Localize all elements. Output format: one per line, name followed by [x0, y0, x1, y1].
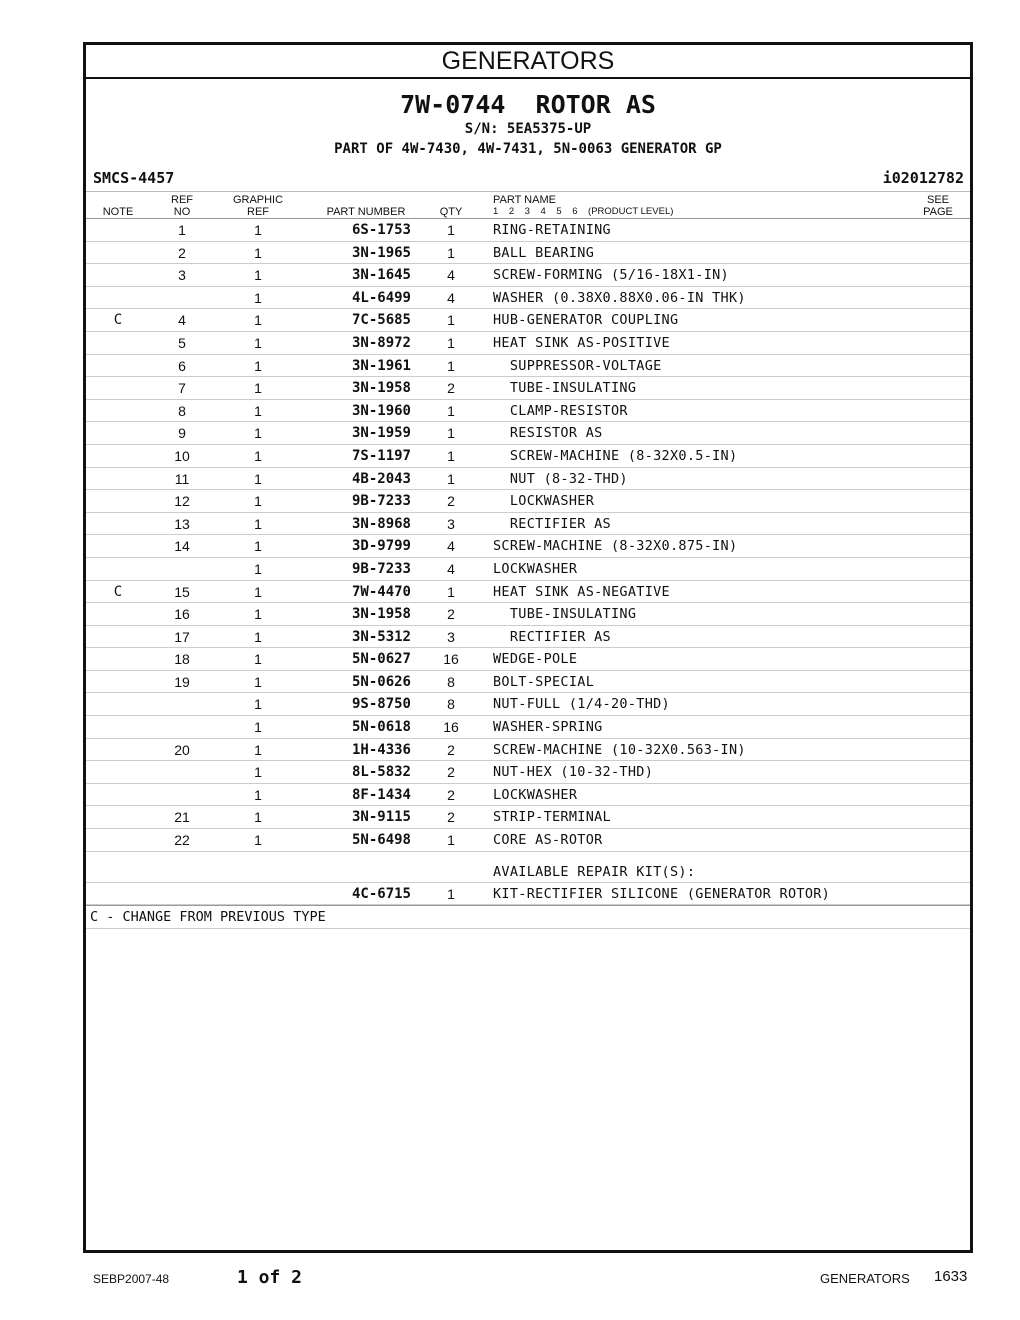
table-row [86, 422, 970, 445]
row-part-name: LOCKWASHER [493, 786, 578, 803]
row-note: C [113, 583, 123, 600]
row-graphic-ref: 1 [254, 357, 262, 374]
row-graphic-ref: 1 [254, 764, 262, 781]
kit-heading-row [86, 852, 970, 883]
row-qty: 1 [447, 312, 455, 329]
row-part-number: 3N-1645 [351, 267, 411, 284]
row-ref-no: 5 [178, 334, 186, 351]
row-part-number: 7C-5685 [351, 312, 411, 329]
row-graphic-ref: 1 [254, 583, 262, 600]
row-part-number: 3N-1958 [351, 606, 411, 623]
row-ref-no: 9 [178, 425, 186, 442]
kit-part-name: KIT-RECTIFIER SILICONE (GENERATOR ROTOR) [493, 885, 831, 902]
row-qty: 4 [447, 560, 455, 577]
table-row [86, 716, 970, 739]
row-part-number: 7W-4470 [351, 583, 411, 600]
table-row [86, 445, 970, 468]
row-qty: 1 [447, 425, 455, 442]
row-graphic-ref: 1 [254, 334, 262, 351]
row-ref-no: 10 [174, 447, 190, 464]
row-graphic-ref: 1 [254, 741, 262, 758]
table-row [86, 648, 970, 671]
assembly-header [86, 79, 970, 169]
smcs-row [86, 169, 970, 191]
row-qty: 1 [447, 402, 455, 419]
row-graphic-ref: 1 [254, 493, 262, 510]
row-ref-no: 8 [178, 402, 186, 419]
row-graphic-ref: 1 [254, 651, 262, 668]
row-qty: 1 [447, 244, 455, 261]
row-part-number: 7S-1197 [351, 447, 411, 464]
row-part-name: RESISTOR AS [493, 425, 603, 442]
kit-qty: 1 [447, 885, 455, 902]
row-graphic-ref: 1 [254, 267, 262, 284]
row-graphic-ref: 1 [254, 832, 262, 849]
table-row [86, 513, 970, 536]
table-row [86, 400, 970, 423]
table-row [86, 784, 970, 807]
row-graphic-ref: 1 [254, 560, 262, 577]
row-ref-no: 11 [174, 470, 190, 487]
row-part-number: 3D-9799 [351, 538, 411, 555]
footer-section: GENERATORS [820, 1271, 910, 1286]
row-qty: 16 [443, 651, 459, 668]
table-row [86, 355, 970, 378]
row-qty: 2 [447, 764, 455, 781]
row-part-name: SCREW-MACHINE (8-32X0.5-IN) [493, 447, 738, 464]
row-part-name: SCREW-MACHINE (8-32X0.875-IN) [493, 538, 738, 555]
row-part-number: 5N-0626 [351, 673, 411, 690]
row-part-name: WEDGE-POLE [493, 651, 578, 668]
table-row [86, 332, 970, 355]
row-part-number: 3N-1960 [351, 402, 411, 419]
table-row [86, 468, 970, 491]
row-part-number: 4B-2043 [351, 470, 411, 487]
row-part-number: 6S-1753 [351, 222, 411, 238]
row-graphic-ref: 1 [254, 696, 262, 713]
row-part-name: SCREW-MACHINE (10-32X0.563-IN) [493, 741, 746, 758]
row-part-name: WASHER (0.38X0.88X0.06-IN THK) [493, 289, 746, 306]
row-graphic-ref: 1 [254, 673, 262, 690]
row-part-name: CLAMP-RESISTOR [493, 402, 628, 419]
row-qty: 4 [447, 267, 455, 284]
row-graphic-ref: 1 [254, 809, 262, 826]
row-graphic-ref: 1 [254, 515, 262, 532]
row-part-number: 9S-8750 [351, 696, 411, 713]
column-header [86, 191, 970, 219]
row-part-name: CORE AS-ROTOR [493, 832, 603, 849]
row-qty: 1 [447, 334, 455, 351]
table-row [86, 287, 970, 310]
footer-doc-id: SEBP2007-48 [93, 1272, 170, 1286]
row-graphic-ref: 1 [254, 289, 262, 306]
row-ref-no: 16 [174, 606, 190, 623]
row-graphic-ref: 1 [254, 606, 262, 623]
row-graphic-ref: 1 [254, 538, 262, 555]
parts-table-body [86, 219, 970, 852]
row-qty: 16 [443, 719, 459, 736]
row-part-name: NUT-FULL (1/4-20-THD) [493, 696, 670, 713]
row-part-number: 3N-1961 [351, 357, 411, 374]
kit-heading: AVAILABLE REPAIR KIT(S): [493, 863, 696, 880]
row-part-number: 3N-5312 [351, 628, 411, 645]
row-ref-no: 20 [174, 741, 190, 758]
parts-list-frame [83, 42, 973, 1253]
table-row [86, 242, 970, 265]
row-part-name: TUBE-INSULATING [493, 606, 637, 623]
row-qty: 1 [447, 357, 455, 374]
col-part-number: PART NUMBER [326, 206, 406, 218]
row-qty: 2 [447, 786, 455, 803]
row-qty: 1 [447, 583, 455, 600]
row-part-name: RECTIFIER AS [493, 628, 611, 645]
row-ref-no: 17 [174, 628, 190, 645]
row-part-number: 4L-6499 [351, 289, 411, 306]
row-part-number: 1H-4336 [351, 741, 411, 758]
table-row [86, 806, 970, 829]
row-ref-no: 12 [174, 493, 190, 510]
col-note: NOTE [102, 206, 134, 218]
table-row [86, 535, 970, 558]
table-row [86, 264, 970, 287]
row-qty: 2 [447, 809, 455, 826]
row-part-name: RECTIFIER AS [493, 515, 611, 532]
row-part-number: 3N-9115 [351, 809, 411, 826]
footer-page-number: 1633 [934, 1268, 968, 1285]
row-qty: 1 [447, 470, 455, 487]
table-row [86, 309, 970, 332]
row-qty: 2 [447, 380, 455, 397]
row-part-number: 8L-5832 [351, 764, 411, 781]
row-part-name: WASHER-SPRING [493, 719, 603, 736]
row-part-number: 9B-7233 [351, 493, 411, 510]
row-graphic-ref: 1 [254, 222, 262, 238]
row-graphic-ref: 1 [254, 380, 262, 397]
row-ref-no: 6 [178, 357, 186, 374]
kit-row [86, 883, 970, 906]
row-ref-no: 19 [174, 673, 190, 690]
row-qty: 1 [447, 832, 455, 849]
row-part-number: 3N-1965 [351, 244, 411, 261]
row-part-number: 3N-1959 [351, 425, 411, 442]
table-row [86, 739, 970, 762]
table-row [86, 693, 970, 716]
row-part-name: SCREW-FORMING (5/16-18X1-IN) [493, 267, 729, 284]
row-part-name: LOCKWASHER [493, 560, 578, 577]
col-ref-no-line2: NO [173, 206, 191, 218]
row-graphic-ref: 1 [254, 786, 262, 803]
row-graphic-ref: 1 [254, 244, 262, 261]
row-graphic-ref: 1 [254, 447, 262, 464]
row-ref-no: 7 [178, 380, 186, 397]
page-footer [0, 1265, 1020, 1295]
row-qty: 2 [447, 741, 455, 758]
col-ref-no-line1: REF [171, 194, 193, 206]
row-part-name: NUT-HEX (10-32-THD) [493, 764, 654, 781]
table-row [86, 671, 970, 694]
table-row [86, 558, 970, 581]
row-part-number: 3N-8968 [351, 515, 411, 532]
col-qty: QTY [439, 206, 463, 218]
table-row [86, 490, 970, 513]
row-part-name: SUPPRESSOR-VOLTAGE [493, 357, 662, 374]
table-row [86, 581, 970, 604]
row-qty: 3 [447, 515, 455, 532]
row-graphic-ref: 1 [254, 402, 262, 419]
row-part-number: 9B-7233 [351, 560, 411, 577]
row-ref-no: 2 [178, 244, 186, 261]
col-part-name: PART NAME [493, 194, 556, 206]
row-ref-no: 13 [174, 515, 190, 532]
row-ref-no: 14 [174, 538, 190, 555]
row-qty: 8 [447, 696, 455, 713]
col-see-page-line1: SEE [926, 194, 949, 206]
row-note: C [113, 312, 123, 329]
col-graphic-ref-line2: REF [247, 206, 269, 218]
col-see-page-line2: PAGE [923, 206, 953, 218]
row-part-name: STRIP-TERMINAL [493, 809, 611, 826]
row-graphic-ref: 1 [254, 470, 262, 487]
table-row [86, 761, 970, 784]
row-part-name: HEAT SINK AS-NEGATIVE [493, 583, 670, 600]
smcs-code: SMCS-4457 [93, 169, 175, 187]
row-ref-no: 21 [174, 809, 190, 826]
table-row [86, 219, 970, 242]
row-ref-no: 22 [174, 832, 190, 849]
footer-page-of: 1 of 2 [237, 1267, 303, 1288]
row-part-name: BOLT-SPECIAL [493, 673, 595, 690]
row-qty: 2 [447, 606, 455, 623]
row-part-number: 5N-6498 [351, 832, 411, 849]
row-part-number: 5N-0627 [351, 651, 411, 668]
row-part-number: 3N-8972 [351, 334, 411, 351]
row-qty: 3 [447, 628, 455, 645]
row-part-name: HUB-GENERATOR COUPLING [493, 312, 679, 329]
row-part-name: BALL BEARING [493, 244, 595, 261]
row-graphic-ref: 1 [254, 312, 262, 329]
footnote: C - CHANGE FROM PREVIOUS TYPE [86, 905, 970, 929]
row-ref-no: 3 [178, 267, 186, 284]
section-title: GENERATORS [86, 45, 970, 79]
row-ref-no: 4 [178, 312, 186, 329]
col-product-levels: 1 2 3 4 5 6 (PRODUCT LEVEL) [493, 206, 674, 217]
table-row [86, 829, 970, 852]
row-part-name: NUT (8-32-THD) [493, 470, 628, 487]
row-graphic-ref: 1 [254, 719, 262, 736]
table-row [86, 626, 970, 649]
col-graphic-ref-line1: GRAPHIC [232, 194, 284, 206]
serial-number-range: S/N: 5EA5375-UP [464, 121, 592, 137]
assembly-title: 7W-0744 ROTOR AS [400, 90, 656, 119]
row-part-name: LOCKWASHER [493, 493, 595, 510]
row-part-number: 8F-1434 [351, 786, 411, 803]
row-qty: 1 [447, 447, 455, 464]
row-ref-no: 15 [174, 583, 190, 600]
row-part-name: TUBE-INSULATING [493, 380, 637, 397]
row-graphic-ref: 1 [254, 425, 262, 442]
row-qty: 8 [447, 673, 455, 690]
kit-part-number: 4C-6715 [351, 885, 411, 902]
row-ref-no: 18 [174, 651, 190, 668]
row-qty: 4 [447, 289, 455, 306]
row-part-number: 3N-1958 [351, 380, 411, 397]
row-qty: 4 [447, 538, 455, 555]
row-part-name: RING-RETAINING [493, 222, 611, 238]
row-part-number: 5N-0618 [351, 719, 411, 736]
row-qty: 1 [447, 222, 455, 238]
table-row [86, 603, 970, 626]
part-of-text: PART OF 4W-7430, 4W-7431, 5N-0063 GENERATOR GP [334, 141, 722, 157]
row-qty: 2 [447, 493, 455, 510]
illustration-id: i02012782 [882, 169, 964, 187]
row-ref-no: 1 [178, 222, 186, 238]
row-part-name: HEAT SINK AS-POSITIVE [493, 334, 670, 351]
row-graphic-ref: 1 [254, 628, 262, 645]
table-row [86, 377, 970, 400]
